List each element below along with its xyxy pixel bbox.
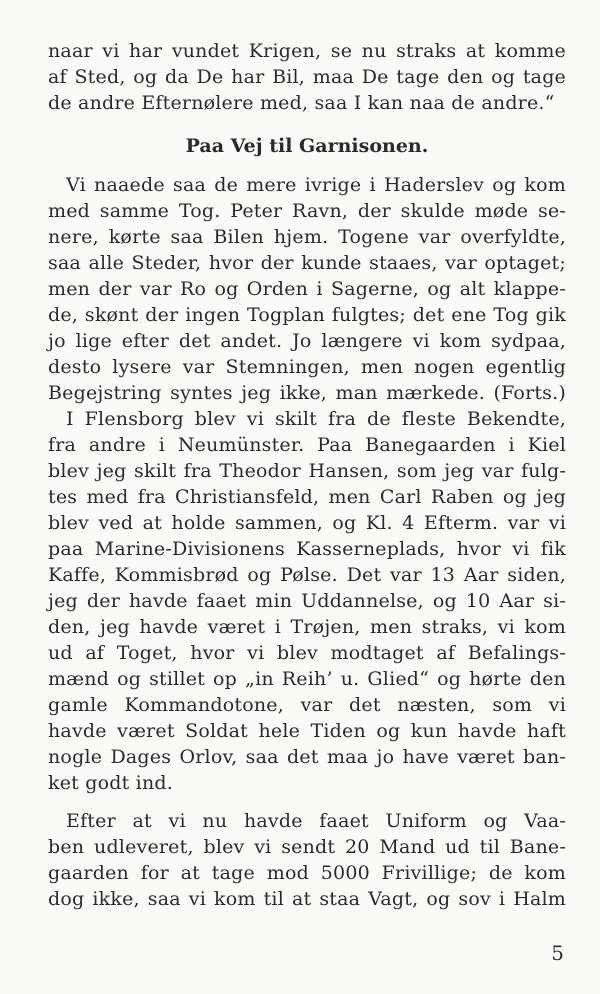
text-line: saa alle Steder, hvor der kunde staaes, var optaget; (48, 252, 566, 274)
text-line: de, skønt der ingen Togplan fulgtes; det ene Tog gik (48, 304, 566, 326)
text-line: Begejstring syntes jeg ikke, man mærkede. (Forts.) (48, 382, 566, 404)
text-line: jeg der havde faaet min Uddannelse, og 10 Aar si- (48, 590, 566, 612)
page-number: 5 (551, 941, 564, 965)
text-line: af Sted, og da De har Bil, maa De tage den og tage (48, 66, 566, 88)
text-line: mænd og stillet op „in Reih’ u. Glied“ og hørte den (48, 668, 566, 690)
text-line: Efter at vi nu havde faaet Uniform og Vaa- (66, 810, 566, 832)
text-line: ben udleveret, blev vi sendt 20 Mand ud til Bane- (48, 836, 566, 858)
text-line: de andre Efternølere med, saa I kan naa de andre.“ (48, 92, 555, 114)
text-line: Kaffe, Kommisbrød og Pølse. Det var 13 Aar siden, (48, 564, 566, 586)
text-line: paa Marine-Divisionens Kasserneplads, hvor vi fik (48, 538, 566, 560)
text-line: nogle Dages Orlov, saa det maa jo have været ban- (48, 746, 566, 768)
text-line: blev jeg skilt fra Theodor Hansen, som jeg var fulg- (48, 460, 566, 482)
section-heading: Paa Vej til Garnisonen. (185, 135, 429, 157)
text-line: Vi naaede saa de mere ivrige i Haderslev og kom (66, 174, 566, 196)
text-line: blev ved at holde sammen, og Kl. 4 Efterm. var vi (48, 512, 566, 534)
text-line: I Flensborg blev vi skilt fra de fleste Bekendte, (66, 408, 566, 430)
text-line: tes med fra Christiansfeld, men Carl Raben og jeg (48, 486, 566, 508)
text-line: ud af Toget, hvor vi blev modtaget af Befalings- (48, 642, 566, 664)
text-line: med samme Tog. Peter Ravn, der skulde møde se- (48, 200, 566, 222)
text-line: jo lige efter det andet. Jo længere vi kom sydpaa, (48, 330, 566, 352)
text-line: men der var Ro og Orden i Sagerne, og alt klappe- (48, 278, 566, 300)
text-line: naar vi har vundet Krigen, se nu straks at komme (48, 40, 566, 62)
text-line: den, jeg havde været i Trøjen, men straks, vi kom (48, 616, 566, 638)
text-line: ket godt ind. (48, 772, 173, 794)
text-line: havde været Soldat hele Tiden og kun havde haft (48, 720, 566, 742)
text-line: fra andre i Neumünster. Paa Banegaarden i Kiel (48, 434, 566, 456)
text-line: gamle Kommandotone, var det næsten, som vi (48, 694, 566, 716)
text-line: gaarden for at tage mod 5000 Frivillige; de kom (48, 862, 566, 884)
text-line: nere, kørte saa Bilen hjem. Togene var overfyldte, (48, 226, 566, 248)
text-line: desto lysere var Stemningen, men nogen egentlig (48, 356, 566, 378)
text-line: dog ikke, saa vi kom til at staa Vagt, og sov i Halm (48, 888, 566, 910)
